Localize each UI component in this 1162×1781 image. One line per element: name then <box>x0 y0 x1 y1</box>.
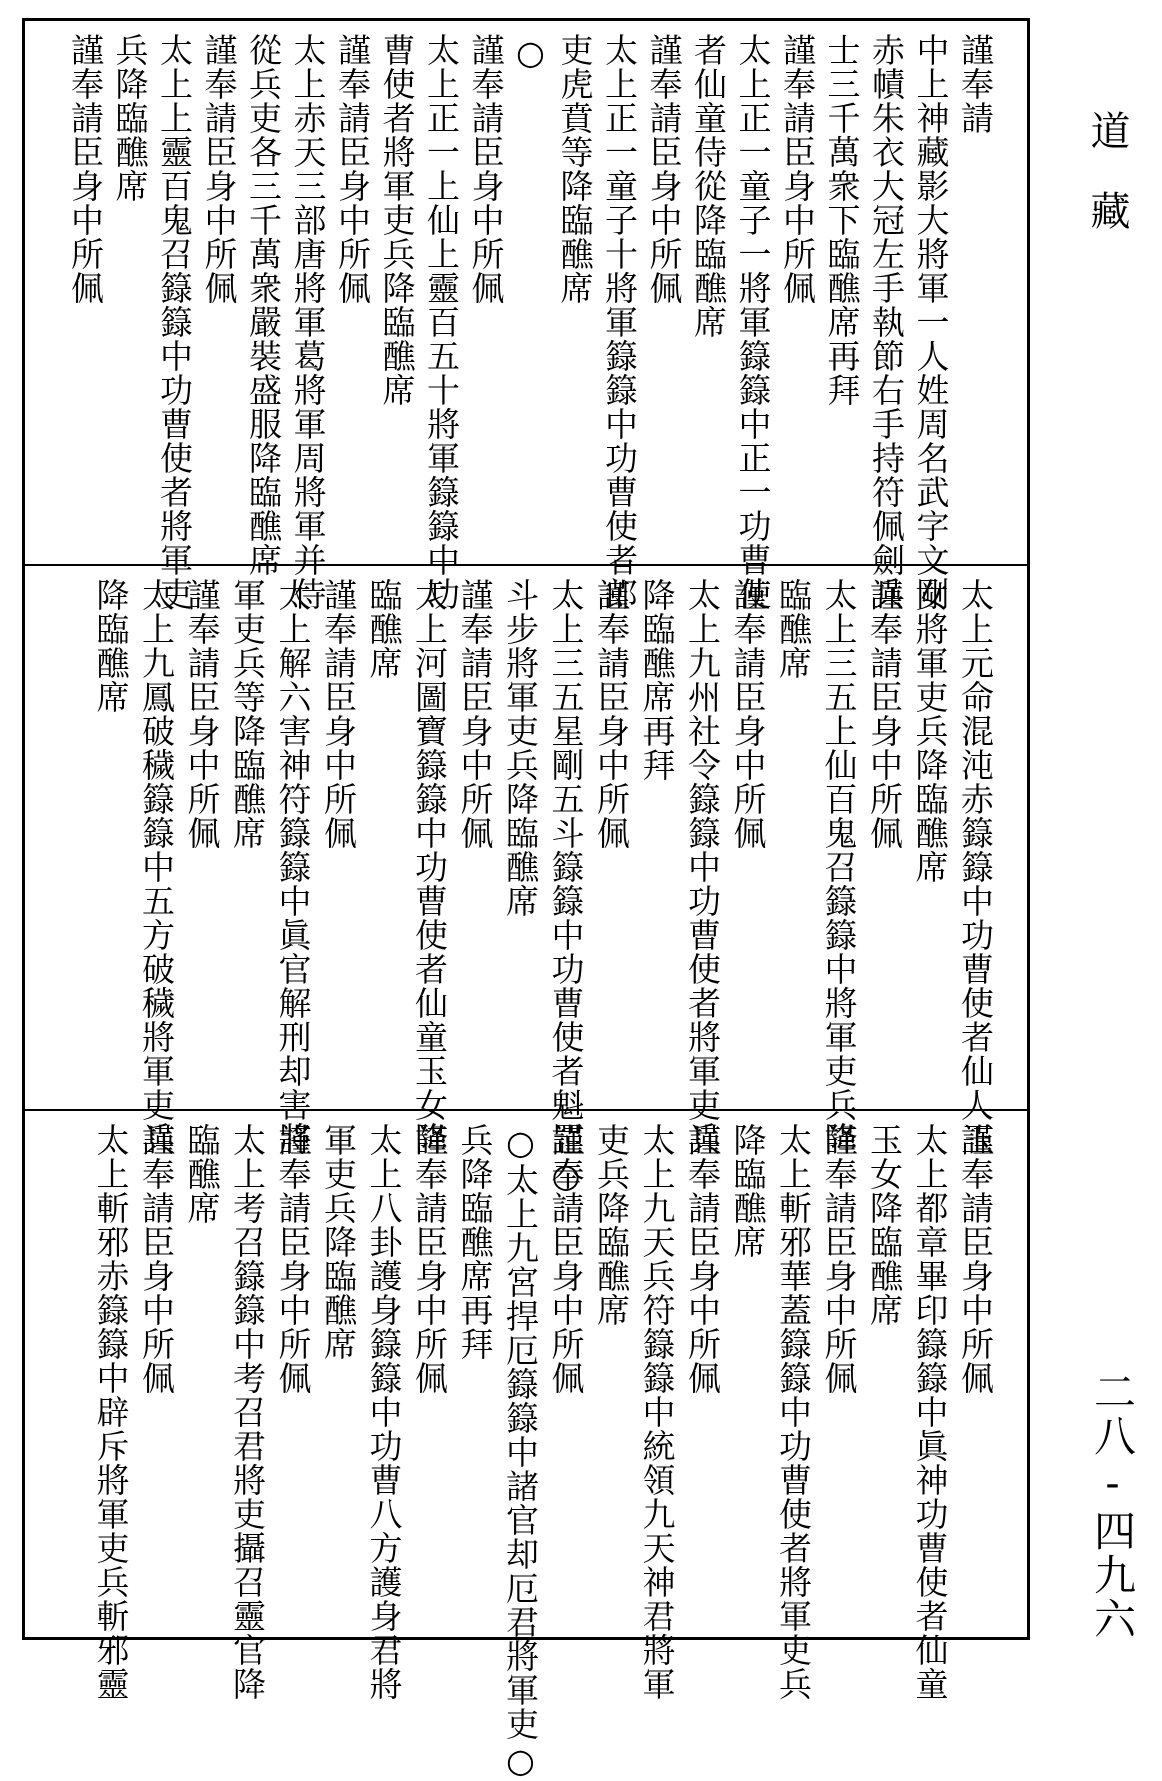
text-register-top <box>25 21 1027 611</box>
text-column: 臨醮席 <box>364 578 404 680</box>
text-column: 臨醮席 <box>774 578 813 680</box>
text-column: 謹奉請臣身中所佩 <box>592 578 631 850</box>
text-column: 太上三五星剛五斗籙籙中功曹使者魁罡○ <box>546 578 586 1196</box>
text-column: 太上正一童子一將軍籙籙中正一功曹使 <box>733 33 773 611</box>
text-column: 從兵吏各三千萬衆嚴裝盛服降臨醮席 <box>244 33 283 577</box>
text-column: 謹奉請臣身中所佩 <box>644 33 684 305</box>
text-column: 太上九天兵符籙籙中統領九天神君將軍 <box>637 1123 677 1701</box>
text-column: 曹使者將軍吏兵降臨醮席 <box>377 33 417 407</box>
text-column: 謹奉請臣身中所佩 <box>455 578 495 850</box>
text-column: 斗步將軍吏兵降臨醮席 <box>501 578 540 918</box>
text-column: 太上都章畢印籙籙中眞神功曹使者仙童 <box>910 1123 950 1701</box>
text-column: 謹奉請臣身中所佩 <box>466 33 506 305</box>
text-column: 太上赤天三部唐將軍葛將軍周將軍并侍 <box>288 33 328 611</box>
text-column: 吏虎賁等降臨醮席 <box>555 33 595 305</box>
text-column: 謹奉請臣身中所佩 <box>319 578 358 850</box>
text-column: 謹奉請 <box>956 33 995 135</box>
text-column: 太上考召籙籙中考召君將吏攝召靈官降 <box>228 1123 267 1701</box>
text-column: 降臨醮席 <box>728 1123 768 1259</box>
text-column: 謹奉請臣身中所佩 <box>819 1123 859 1395</box>
text-column: 謹奉請臣身中所佩 <box>66 33 105 305</box>
text-column: 謹奉請臣身中所佩 <box>137 1123 176 1395</box>
text-column: 者仙童侍從降臨醮席 <box>689 33 728 339</box>
text-register-bottom <box>25 1111 1027 1781</box>
text-column: 降臨醮席再拜 <box>637 578 677 782</box>
text-column: 太上解六害神符籙籙中眞官解刑却害將 <box>273 578 313 1156</box>
text-column: 女將軍吏兵降臨醮席 <box>910 578 950 884</box>
text-column: 士三千萬衆下臨醮席再拜 <box>822 33 862 407</box>
text-column: 太上九州社令籙籙中功曹使者將軍吏兵 <box>683 578 722 1156</box>
text-column: 吏兵降臨醮席 <box>592 1123 631 1327</box>
text-column: 臨醮席 <box>182 1123 222 1225</box>
text-column: 中上神藏影大將軍一人姓周名武字文剛 <box>911 33 951 611</box>
text-column: ○ <box>511 33 550 73</box>
text-column: 兵降臨醮席 <box>110 33 150 203</box>
text-column: 謹奉請臣身中所佩 <box>199 33 239 305</box>
text-column: 降臨醮席 <box>91 578 131 714</box>
text-column: 太上斬邪赤籙籙中辟斥將軍吏兵斬邪靈 <box>91 1123 131 1701</box>
text-column: 兵降臨醮席再拜 <box>455 1123 495 1361</box>
text-column: 太上正一童子十將軍籙籙中功曹使者郎 <box>600 33 639 611</box>
text-column: 謹奉請臣身中所佩 <box>865 578 904 850</box>
text-column: 軍吏兵等降臨醮席 <box>228 578 267 850</box>
text-column: 太上河圖寶籙籙中功曹使者仙童玉女降 <box>410 578 449 1156</box>
text-column: 太上上靈百鬼召籙籙中功曹使者將軍吏 <box>155 33 194 611</box>
text-column: 太上三五上仙百鬼召籙籙中將軍吏兵降 <box>819 578 859 1156</box>
text-column: ○太上九宮捍厄籙籙中諸官却厄君將軍吏○ <box>501 1123 540 1781</box>
text-column: 謹奉請臣身中所佩 <box>410 1123 449 1395</box>
page-frame <box>22 18 1030 1781</box>
text-column: 太上正一上仙上靈百五十將軍籙籙中功 <box>422 33 461 611</box>
text-register-middle <box>25 566 1027 1196</box>
series-title: 道藏 <box>1084 110 1130 270</box>
text-column: 謹奉請臣身中所佩 <box>273 1123 313 1395</box>
text-column: 謹奉請臣身中所佩 <box>728 578 768 850</box>
text-column: 赤幘朱衣大冠左手執節右手持符佩劍兵 <box>867 33 906 611</box>
text-column: 太上元命混沌赤籙籙中功曹使者仙人玉 <box>956 578 995 1156</box>
text-column: 玉女降臨醮席 <box>865 1123 904 1327</box>
text-column: 太上九鳳破穢籙籙中五方破穢將軍吏兵 <box>137 578 176 1156</box>
text-column: 謹奉請臣身中所佩 <box>333 33 372 305</box>
text-column: 謹奉請臣身中所佩 <box>182 578 222 850</box>
text-column: 太上八卦護身籙籙中功曹八方護身君將 <box>364 1123 404 1701</box>
text-column: 謹奉請臣身中所佩 <box>683 1123 722 1395</box>
text-column: 軍吏兵降臨醮席 <box>319 1123 358 1361</box>
text-column: 謹奉請臣身中所佩 <box>956 1123 995 1395</box>
text-column: 謹奉請臣身中所佩 <box>778 33 817 305</box>
text-column: 太上斬邪華蓋籙籙中功曹使者將軍吏兵 <box>774 1123 813 1701</box>
page-folio-number: 二八-四九六 <box>1088 1370 1137 1641</box>
text-column: 謹奉請臣身中所佩 <box>546 1123 586 1395</box>
